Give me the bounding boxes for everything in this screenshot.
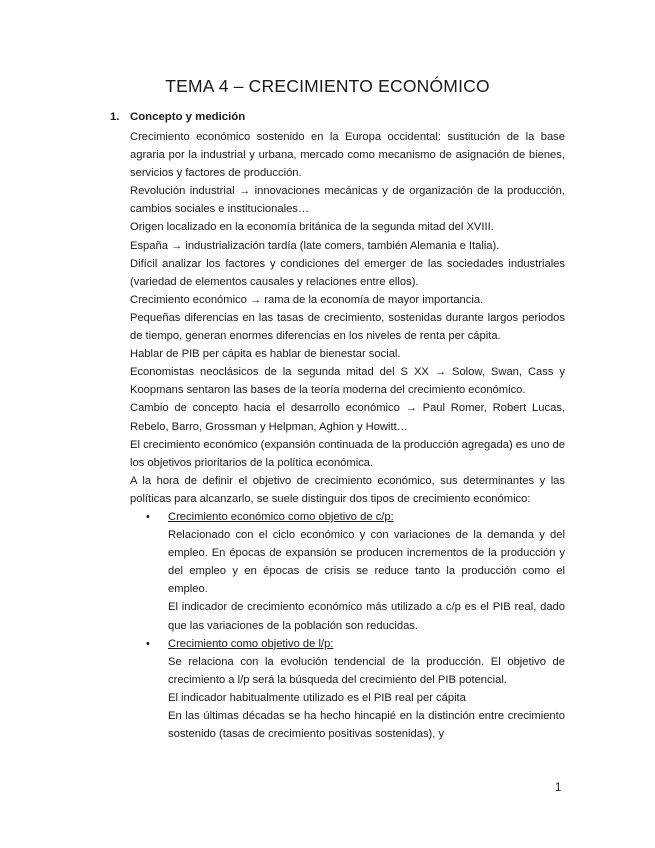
bullet-marker: • [146,510,150,523]
bullet-paragraph: El indicador habitualmente utilizado es el PIB real per cápita [168,691,466,704]
paragraph: Hablar de PIB per cápita es hablar de bienestar social. [130,348,401,361]
section-body [130,128,565,743]
section-heading [110,111,245,123]
page-number: 1 [555,782,562,794]
section-number: 1. [110,111,120,123]
paragraph: Pequeñas diferencias en las tasas de crecimiento, sostenidas durante largos periodos de tiempo, generan enormes diferencias en los niveles de renta per cápita. [130,311,565,343]
paragraph: Difícil analizar los factores y condiciones del emerger de las sociedades industriales (variedad de elementos causales y relaciones entre ellos). [130,257,565,288]
paragraph: España → industrialización tardía (late comers, también Alemania e Italia). [130,239,500,252]
document-title: TEMA 4 – CRECIMIENTO ECONÓMICO [165,76,490,96]
bullet-paragraph: El indicador de crecimiento económico más utilizado a c/p es el PIB real, dado que las variaciones de la población son reducidas. [168,601,565,632]
paragraph: Origen localizado en la economía británica de la segunda mitad del XVIII. [130,221,494,234]
paragraph: Crecimiento económico sostenido en la Europa occidental: sustitución de la base agraria por la industrial y urbana, mercado como mecanismo de asignación de bienes, servicios y factores de producción. [130,131,565,180]
bullet-paragraph: Se relaciona con la evolución tendencial de la producción. El objetivo de crecimiento a l/p será la búsqueda del crecimiento del PIB potencial. [168,655,565,686]
paragraph: Cambio de concepto hacia el desarrollo económico → Paul Romer, Robert Lucas, Rebelo, Barro, Grossman y Helpman, Aghion y Howitt… [130,402,565,433]
paragraph: Crecimiento económico → rama de la economía de mayor importancia. [130,293,484,306]
bullet-title-text: Crecimiento económico como objetivo de c/p: [168,510,394,523]
bullet-item-long-term [130,635,565,744]
bullet-paragraph: En las últimas décadas se ha hecho hincapié en la distinción entre crecimiento sostenido (tasas de crecimiento positivas sostenidas), y [168,710,565,741]
bullet-paragraph: Relacionado con el ciclo económico y con variaciones de la demanda y del empleo. En épocas de expansión se producen incrementos de la producción y del empleo y en épocas de crisis se reduce tanto la producción como el empleo. [168,529,565,596]
bullet-title-text: Crecimiento como objetivo de l/p: [168,637,334,650]
paragraph: Economistas neoclásicos de la segunda mitad del S XX → Solow, Swan, Cass y Koopmans sentaron las bases de la teoría moderna del crecimiento económico. [130,366,565,397]
section-title: Concepto y medición [130,111,246,123]
paragraph: El crecimiento económico (expansión continuada de la producción agregada) es uno de los objetivos prioritarios de la política económica. [130,438,565,469]
bullet-item-short-term [130,508,565,635]
paragraph: A la hora de definir el objetivo de crecimiento económico, sus determinantes y las políticas para alcanzarlo, se suele distinguir dos tipos de crecimiento económico: [130,474,565,505]
bullet-title [146,635,565,653]
paragraph: Revolución industrial → innovaciones mecánicas y de organización de la producción, cambios sociales e institucionales… [130,185,565,216]
bullet-marker: • [146,637,150,650]
bullet-title [146,508,565,526]
